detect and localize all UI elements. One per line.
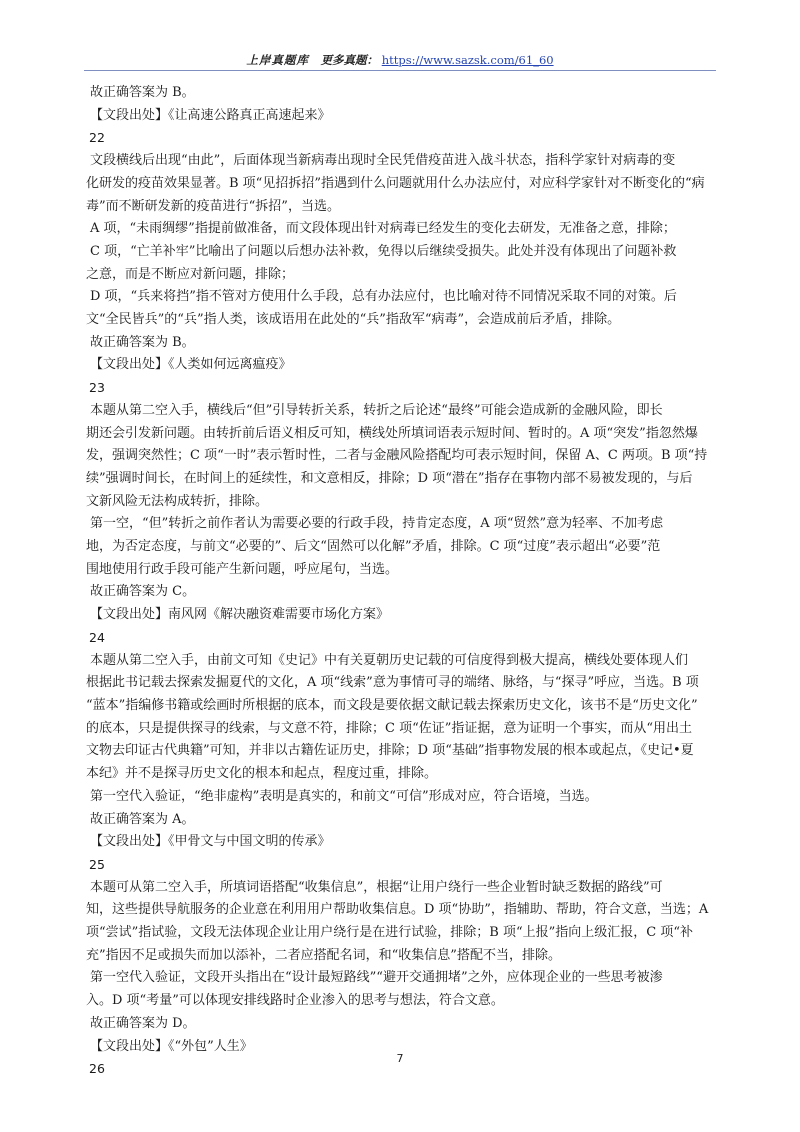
text-line: 文新风险无法构成转折，排除。: [86, 493, 269, 509]
header-divider: [84, 70, 716, 71]
text-line: 地，为否定态度，与前文“必要的”、后文“固然可以化解”矛盾，排除。C 项“过度”表示超出“必要”范: [86, 539, 661, 555]
text-line: 第一空，“但”转折之前作者认为需要必要的行政手段，持肯定态度，A 项“贸然”意为轻率、不加考虑: [90, 516, 664, 532]
text-line: 充”指因不足或损失而加以添补，二者应搭配名词，和“收集信息”搭配不当，排除。: [86, 947, 561, 963]
text-line: 【文段出处】南风网《解决融资难需要市场化方案》: [90, 607, 390, 623]
text-line: 入。D 项“考量”可以体现安排线路时企业渗入的思考与想法，符合文意。: [86, 993, 504, 1009]
text-line: 文物去印证古代典籍”可知，并非以古籍佐证历史，排除；D 项“基础”指事物发展的根本或起点，《史记•夏: [86, 743, 694, 759]
question-number: 23: [89, 380, 105, 396]
text-line: 围地使用行政手段可能产生新问题，呼应尾句，当选。: [86, 561, 399, 577]
text-line: 化研发的疫苗效果显著。B 项“见招拆招”指遇到什么问题就用什么办法应付，对应科学家针对不断变化的“病: [86, 175, 705, 191]
text-line: 期还会引发新问题。由转折前后语义相反可知，横线处所填词语表示短时间、暂时的。A 项“突发”指忽然爆: [86, 425, 698, 441]
text-line: 【文段出处】《让高速公路真正高速起来》: [90, 107, 331, 123]
text-line: 故正确答案为 A。: [90, 811, 195, 827]
question-number: 26: [89, 1061, 105, 1077]
text-line: 故正确答案为 B。: [90, 85, 195, 100]
text-line: 【文段出处】《甲骨文与中国文明的传承》: [90, 834, 331, 850]
brand-name: 上岸真题库: [246, 53, 309, 67]
text-line: 文“全民皆兵”的“兵”指人类，该成语用在此处的“兵”指敌军“病毒”，会造成前后矛盾，排除。: [86, 312, 621, 328]
text-line: 毒”而不断研发新的疫苗进行“拆招”，当选。: [86, 198, 340, 214]
more-questions-label: 更多真题：: [320, 53, 379, 67]
text-line: 根据此书记载去探索发掘夏代的文化，A 项“线索”意为事情可寻的端绪、脉络，与“探寻”呼应，当选。B 项: [86, 675, 699, 691]
question-number: 22: [89, 130, 105, 146]
text-line: C 项，“亡羊补牢”比喻出了问题以后想办法补救，免得以后继续受损失。此处并没有体现出了问题补救: [90, 243, 677, 259]
text-line: 发，强调突然性；C 项“一时”表示暂时性，二者与金融风险搭配均可表示短时间，保留 A、C 两项。B 项“持: [86, 448, 708, 464]
text-line: 知，这些提供导航服务的企业意在利用用户帮助收集信息。D 项“协助”，指辅助、帮助，符合文意，当选；A: [86, 902, 709, 918]
text-line: 之意，而是不断应对新问题，排除；: [86, 266, 295, 282]
text-line: 项“尝试”指试验，文段无法体现企业让用户绕行是在进行试验，排除；B 项“上报”指向上级汇报，C 项“补: [86, 925, 693, 941]
document-body: [86, 82, 716, 1081]
page-header: [0, 52, 800, 68]
text-line: 【文段出处】《“外包”人生》: [90, 1038, 253, 1054]
text-line: 本题从第二空入手，横线后“但”引导转折关系，转折之后论述“最终”可能会造成新的金融风险，即长: [90, 402, 663, 418]
text-line: 故正确答案为 D。: [90, 1015, 196, 1031]
question-number: 25: [89, 856, 105, 872]
text-line: “蓝本”指编修书籍或绘画时所根据的底本，而文段是要依据文献记载去探索历史文化，该书不是“历史文化”: [86, 697, 698, 713]
text-line: 的底本，只是提供探寻的线索，与文意不符，排除；C 项“佐证”指证据，意为证明一个事实，而从“用出土: [86, 720, 693, 736]
text-line: 本题可从第二空入手，所填词语搭配“收集信息”，根据“让用户绕行一些企业暂时缺乏数据的路线”可: [90, 879, 663, 895]
text-line: 续”强调时间长，在时间上的延续性，和文意相反，排除；D 项“潜在”指存在事物内部不易被发现的，与后: [86, 470, 693, 486]
text-line: A 项，“未雨绸缪”指提前做准备，而文段体现出针对病毒已经发生的变化去研发，无准备之意，排除；: [90, 221, 676, 237]
text-line: 第一空代入验证，“绝非虚构”表明是真实的，和前文“可信”形成对应，符合语境，当选。: [90, 788, 598, 804]
page-number: 7: [396, 1052, 404, 1065]
text-line: 文段横线后出现“由此”，后面体现当新病毒出现时全民凭借疫苗进入战斗状态，指科学家针对病毒的变: [90, 153, 676, 169]
text-line: 本题从第二空入手，由前文可知《史记》中有关夏朝历史记载的可信度得到极大提高，横线处要体现人们: [90, 652, 689, 668]
text-line: D 项，“兵来将挡”指不管对方使用什么手段，总有办法应付，也比喻对待不同情况采取不同的对策。后: [90, 289, 677, 305]
text-line: 故正确答案为 B。: [90, 334, 195, 350]
source-link[interactable]: https://www.sazsk.com/61_60: [381, 53, 554, 67]
text-line: 故正确答案为 C。: [90, 584, 196, 600]
text-line: 【文段出处】《人类如何远离瘟疫》: [90, 357, 292, 373]
question-number: 24: [89, 629, 105, 645]
text-line: 本纪》并不是探寻历史文化的根本和起点，程度过重，排除。: [86, 766, 438, 782]
text-line: 第一空代入验证，文段开头指出在“设计最短路线”“避开交通拥堵”之外，应体现企业的一些思考被渗: [90, 970, 663, 986]
